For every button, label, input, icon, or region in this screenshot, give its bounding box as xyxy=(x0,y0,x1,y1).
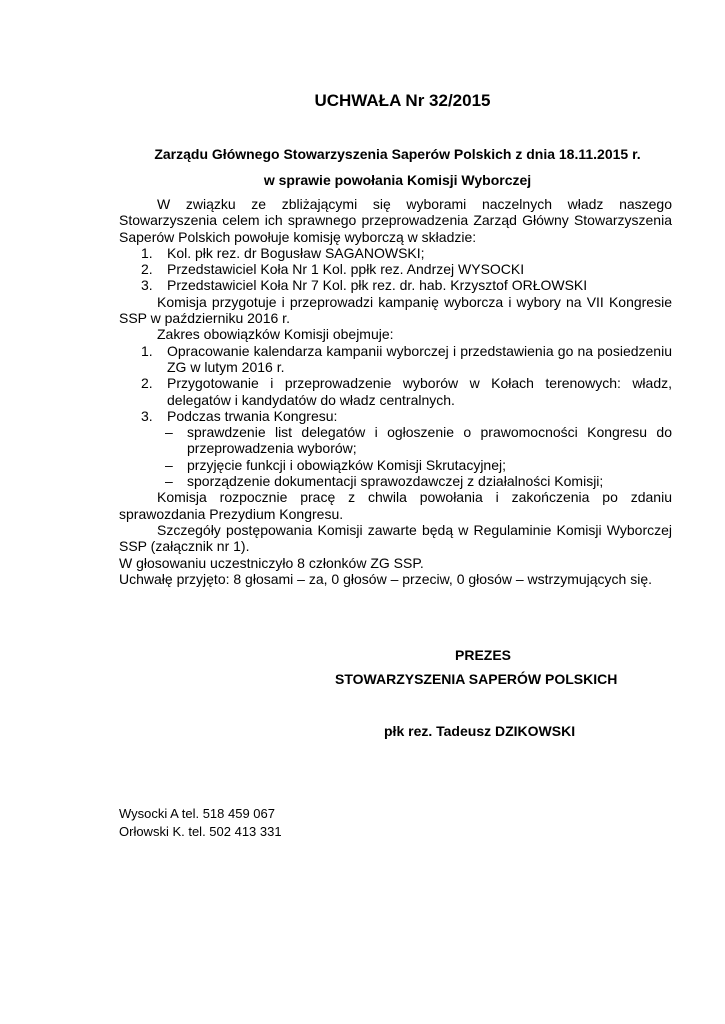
resolution-issuer: Zarządu Głównego Stowarzyszenia Saperów Polskich z dnia 18.11.2015 r. xyxy=(154,146,641,162)
details-paragraph: Szczegóły postępowania Komisji zawarte będą w Regulaminie Komisji Wyborczej SSP (załącznik nr 1). xyxy=(119,521,672,555)
list-item: 1. Kol. płk rez. dr Bogusław SAGANOWSKI; xyxy=(141,244,425,261)
list-item: 3. Przedstawiciel Koła Nr 7 Kol. płk rez. dr. hab. Krzysztof ORŁOWSKI xyxy=(141,277,588,294)
list-item: 3. Podczas trwania Kongresu: xyxy=(141,407,338,424)
preparation-paragraph: Komisja przygotuje i przeprowadzi kampanię wyborcza i wybory na VII Kongresie SSP w październiku 2016 r. xyxy=(119,293,672,327)
term-paragraph: Komisja rozpocznie pracę z chwila powołania i zakończenia po zdaniu sprawozdania Prezydium Kongresu. xyxy=(119,489,672,522)
signature-organization: STOWARZYSZENIA SAPERÓW POLSKICH xyxy=(335,671,618,687)
congress-tasks-list xyxy=(119,424,672,489)
contact-line: Wysocki A tel. 518 459 067 xyxy=(119,806,275,821)
scope-intro: Zakres obowiązków Komisji obejmuje: xyxy=(157,326,394,343)
list-item: – przyjęcie funkcji i obowiązków Komisji Skrutacyjnej; xyxy=(165,456,507,473)
list-item: 1. Opracowanie kalendarza kampanii wyborczej i przedstawienia go na posiedzeniu ZG w lutym 2016 r. xyxy=(141,342,672,375)
voting-paragraph: W głosowaniu uczestniczyło 8 członków ZG SSP. xyxy=(119,554,424,571)
list-item: – sporządzenie dokumentacji sprawozdawczej z działalności Komisji; xyxy=(165,473,604,490)
duties-list xyxy=(119,343,672,424)
list-item: 2. Przedstawiciel Koła Nr 1 Kol. ppłk rez. Andrzej WYSOCKI xyxy=(141,261,525,278)
signature-role: PREZES xyxy=(455,647,512,663)
resolution-subject: w sprawie powołania Komisji Wyborczej xyxy=(263,172,532,188)
contact-line: Orłowski K. tel. 502 413 331 xyxy=(119,824,282,839)
result-paragraph: Uchwałę przyjęto: 8 głosami – za, 0 głosów – przeciw, 0 głosów – wstrzymujących się. xyxy=(119,570,652,587)
commission-members-list xyxy=(119,245,672,294)
list-item: – sprawdzenie list delegatów i ogłoszenie o prawomocności Kongresu do przeprowadzenia wyborów; xyxy=(165,424,672,457)
list-item: 2. Przygotowanie i przeprowadzenie wyborów w Kołach terenowych: władz, delegatów i kandydatów do władz centralnych. xyxy=(141,375,672,408)
resolution-body xyxy=(119,196,672,587)
intro-paragraph: W związku ze zbliżającymi się wyborami naczelnych władz naszego Stowarzyszenia celem ich sprawnego przeprowadzenia Zarząd Główny Stowarzyszenia Saperów Polskich powołuje komisję wyborczą w składzie: xyxy=(119,196,672,245)
signature-name: płk rez. Tadeusz DZIKOWSKI xyxy=(384,723,576,739)
resolution-title: UCHWAŁA Nr 32/2015 xyxy=(314,91,491,110)
